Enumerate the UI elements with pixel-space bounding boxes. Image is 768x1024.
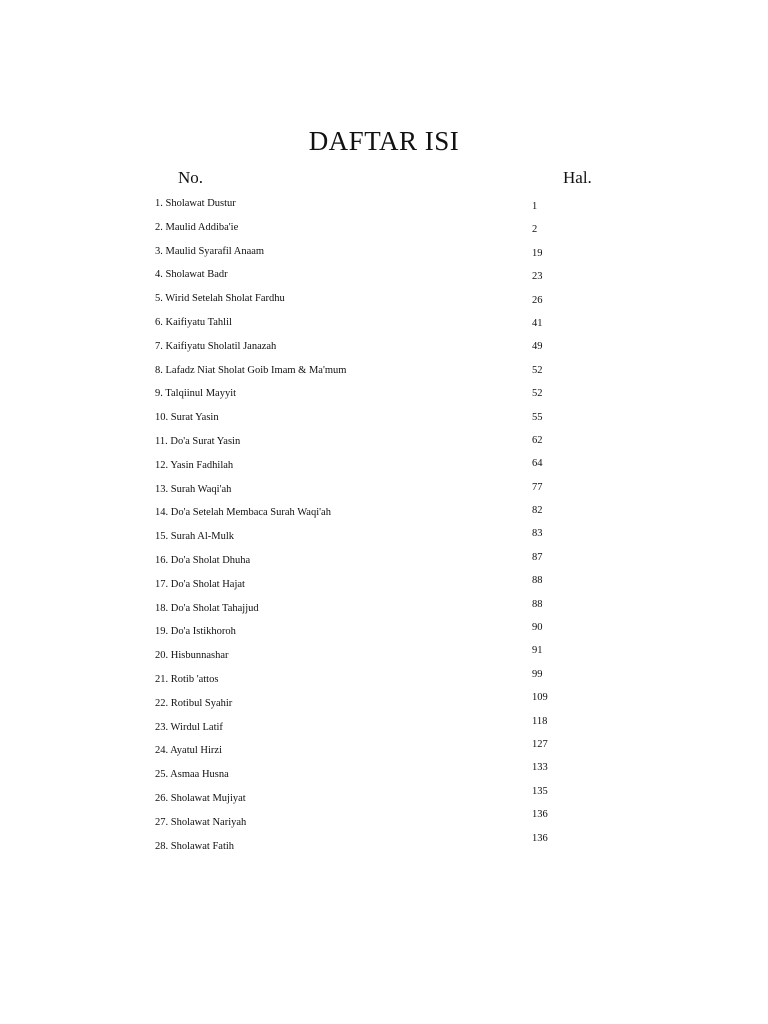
page-number: 77 [532, 481, 543, 493]
page-number: 23 [532, 271, 543, 283]
page-number: 136 [532, 832, 548, 844]
toc-entry: 15. Surah Al-Mulk [155, 531, 235, 543]
toc-entry: 3. Maulid Syarafil Anaam [155, 245, 265, 257]
toc-entry: 27. Sholawat Nariyah [155, 816, 247, 828]
toc-entry: 4. Sholawat Badr [155, 269, 228, 281]
page-number: 62 [532, 434, 543, 446]
toc-entry: 9. Talqiinul Mayyit [155, 388, 237, 400]
page-number: 109 [532, 692, 548, 704]
page-number: 88 [532, 575, 543, 587]
toc-entry: 8. Lafadz Niat Sholat Goib Imam & Ma'mum [155, 364, 347, 376]
toc-entry: 6. Kaifiyatu Tahlil [155, 316, 232, 328]
page-number: 127 [532, 738, 548, 750]
page-number: 55 [532, 411, 543, 423]
toc-entry: 25. Asmaa Husna [155, 769, 229, 781]
toc-entry: 26. Sholawat Mujiyat [155, 792, 246, 804]
page-number: 118 [532, 715, 548, 727]
page-column-header: Hal. [563, 168, 592, 187]
toc-entry: 16. Do'a Sholat Dhuha [155, 554, 251, 566]
toc-entry: 1. Sholawat Dustur [155, 198, 236, 209]
page-number: 135 [532, 785, 548, 797]
page-number: 90 [532, 622, 543, 634]
page-number: 87 [532, 551, 543, 563]
toc-entry: 17. Do'a Sholat Hajat [155, 578, 245, 590]
toc-entry: 28. Sholawat Fatih [155, 840, 235, 852]
page-number: 52 [532, 388, 543, 400]
page-number: 88 [532, 598, 543, 610]
page-number: 19 [532, 247, 543, 259]
page-number: 1 [532, 201, 538, 212]
toc-entry-list [155, 197, 475, 863]
page-number: 49 [532, 341, 543, 353]
toc-entry: 11. Do'a Surat Yasin [155, 435, 241, 447]
page-number: 26 [532, 294, 543, 306]
toc-entry: 21. Rotib 'attos [155, 673, 219, 685]
page-number-list [532, 200, 572, 855]
toc-entry: 22. Rotibul Syahir [155, 697, 233, 709]
page-number: 91 [532, 645, 543, 657]
page-number: 82 [532, 505, 543, 517]
number-column-header: No. [178, 168, 204, 187]
toc-entry: 13. Surah Waqi'ah [155, 483, 232, 495]
toc-entry: 18. Do'a Sholat Tahajjud [155, 602, 259, 614]
page-number: 83 [532, 528, 543, 540]
toc-entry: 20. Hisbunnashar [155, 650, 229, 662]
page-number: 41 [532, 317, 543, 329]
toc-entry: 24. Ayatul Hirzi [155, 745, 222, 757]
page-number: 64 [532, 458, 543, 470]
toc-entry: 10. Surat Yasin [155, 412, 219, 424]
toc-entry: 23. Wirdul Latif [155, 721, 223, 733]
toc-entry: 2. Maulid Addiba'ie [155, 221, 239, 233]
page-title: DAFTAR ISI [308, 126, 460, 156]
page-number: 99 [532, 668, 543, 680]
toc-entry: 12. Yasin Fadhilah [155, 459, 234, 471]
toc-entry: 14. Do'a Setelah Membaca Surah Waqi'ah [155, 507, 331, 519]
toc-entry: 7. Kaifiyatu Sholatil Janazah [155, 340, 277, 352]
page-number: 2 [532, 224, 538, 236]
toc-entry: 19. Do'a Istikhoroh [155, 626, 236, 638]
toc-entry: 5. Wirid Setelah Sholat Fardhu [155, 293, 285, 305]
page-number: 136 [532, 809, 548, 821]
page-number: 52 [532, 364, 543, 376]
page-number: 133 [532, 762, 548, 774]
